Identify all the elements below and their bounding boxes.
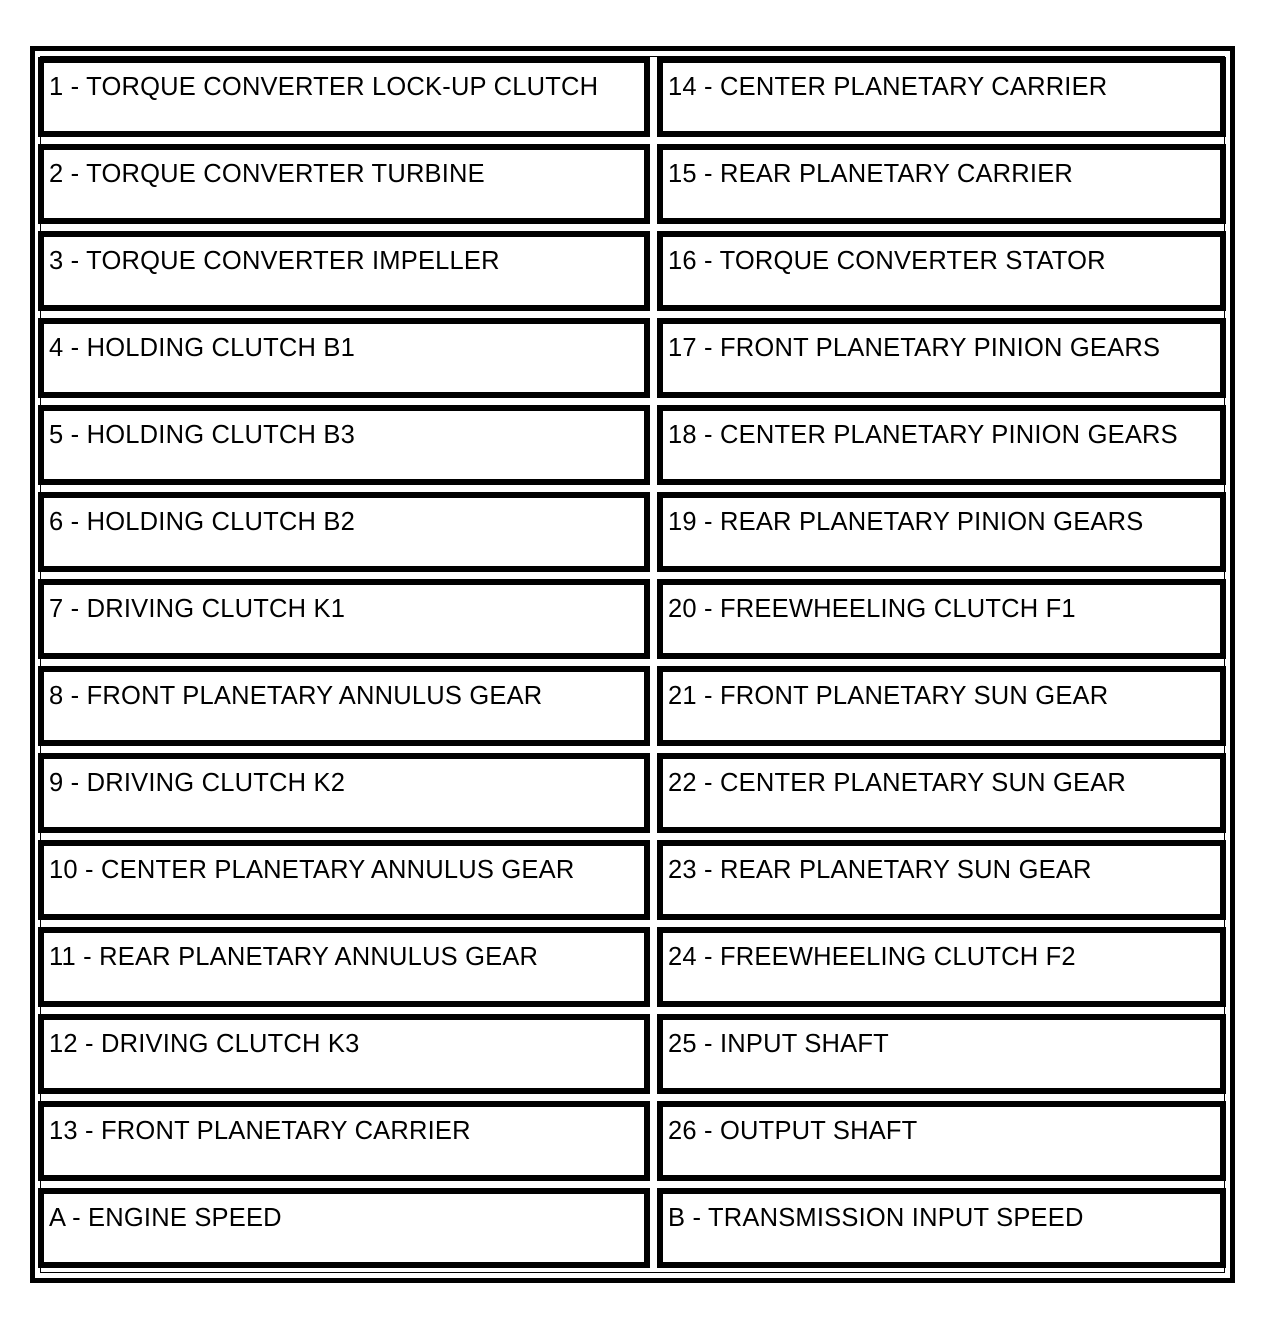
legend-label-11: 11 - REAR PLANETARY ANNULUS GEAR — [49, 943, 539, 971]
legend-label-a: A - ENGINE SPEED — [49, 1204, 282, 1232]
legend-cell-b — [657, 1188, 1226, 1268]
legend-cell-12 — [38, 1014, 650, 1094]
legend-cell-7 — [38, 579, 650, 659]
legend-cell-16 — [657, 231, 1226, 311]
legend-label-19: 19 - REAR PLANETARY PINION GEARS — [668, 508, 1144, 536]
legend-table — [38, 57, 1226, 1268]
legend-cell-13 — [38, 1101, 650, 1181]
legend-cell-23 — [657, 840, 1226, 920]
legend-cell-20 — [657, 579, 1226, 659]
legend-label-16: 16 - TORQUE CONVERTER STATOR — [668, 247, 1106, 275]
legend-cell-15 — [657, 144, 1226, 224]
legend-label-7: 7 - DRIVING CLUTCH K1 — [49, 595, 346, 623]
legend-cell-14 — [657, 57, 1226, 137]
legend-label-4: 4 - HOLDING CLUTCH B1 — [49, 334, 356, 362]
legend-label-3: 3 - TORQUE CONVERTER IMPELLER — [49, 247, 500, 275]
legend-label-6: 6 - HOLDING CLUTCH B2 — [49, 508, 356, 536]
legend-cell-11 — [38, 927, 650, 1007]
legend-cell-2 — [38, 144, 650, 224]
legend-label-8: 8 - FRONT PLANETARY ANNULUS GEAR — [49, 682, 543, 710]
legend-cell-8 — [38, 666, 650, 746]
legend-label-9: 9 - DRIVING CLUTCH K2 — [49, 769, 346, 797]
legend-cell-21 — [657, 666, 1226, 746]
legend-cell-5 — [38, 405, 650, 485]
legend-cell-25 — [657, 1014, 1226, 1094]
legend-cell-24 — [657, 927, 1226, 1007]
legend-label-12: 12 - DRIVING CLUTCH K3 — [49, 1030, 360, 1058]
legend-cell-6 — [38, 492, 650, 572]
legend-label-b: B - TRANSMISSION INPUT SPEED — [668, 1204, 1084, 1232]
legend-cell-19 — [657, 492, 1226, 572]
legend-label-14: 14 - CENTER PLANETARY CARRIER — [668, 73, 1108, 101]
legend-label-1: 1 - TORQUE CONVERTER LOCK-UP CLUTCH — [49, 73, 599, 101]
legend-label-10: 10 - CENTER PLANETARY ANNULUS GEAR — [49, 856, 575, 884]
legend-cell-18 — [657, 405, 1226, 485]
legend-cell-26 — [657, 1101, 1226, 1181]
legend-cell-3 — [38, 231, 650, 311]
legend-cell-4 — [38, 318, 650, 398]
legend-label-5: 5 - HOLDING CLUTCH B3 — [49, 421, 356, 449]
legend-label-13: 13 - FRONT PLANETARY CARRIER — [49, 1117, 471, 1145]
legend-label-23: 23 - REAR PLANETARY SUN GEAR — [668, 856, 1092, 884]
legend-label-18: 18 - CENTER PLANETARY PINION GEARS — [668, 421, 1178, 449]
legend-cell-10 — [38, 840, 650, 920]
legend-label-25: 25 - INPUT SHAFT — [668, 1030, 889, 1058]
legend-label-21: 21 - FRONT PLANETARY SUN GEAR — [668, 682, 1109, 710]
legend-label-2: 2 - TORQUE CONVERTER TURBINE — [49, 160, 485, 188]
legend-cell-1 — [38, 57, 650, 137]
legend-cell-9 — [38, 753, 650, 833]
legend-cell-22 — [657, 753, 1226, 833]
legend-label-20: 20 - FREEWHEELING CLUTCH F1 — [668, 595, 1076, 623]
legend-cell-17 — [657, 318, 1226, 398]
legend-cell-a — [38, 1188, 650, 1268]
legend-label-26: 26 - OUTPUT SHAFT — [668, 1117, 918, 1145]
legend-label-24: 24 - FREEWHEELING CLUTCH F2 — [668, 943, 1076, 971]
legend-label-17: 17 - FRONT PLANETARY PINION GEARS — [668, 334, 1161, 362]
legend-label-15: 15 - REAR PLANETARY CARRIER — [668, 160, 1074, 188]
legend-label-22: 22 - CENTER PLANETARY SUN GEAR — [668, 769, 1127, 797]
